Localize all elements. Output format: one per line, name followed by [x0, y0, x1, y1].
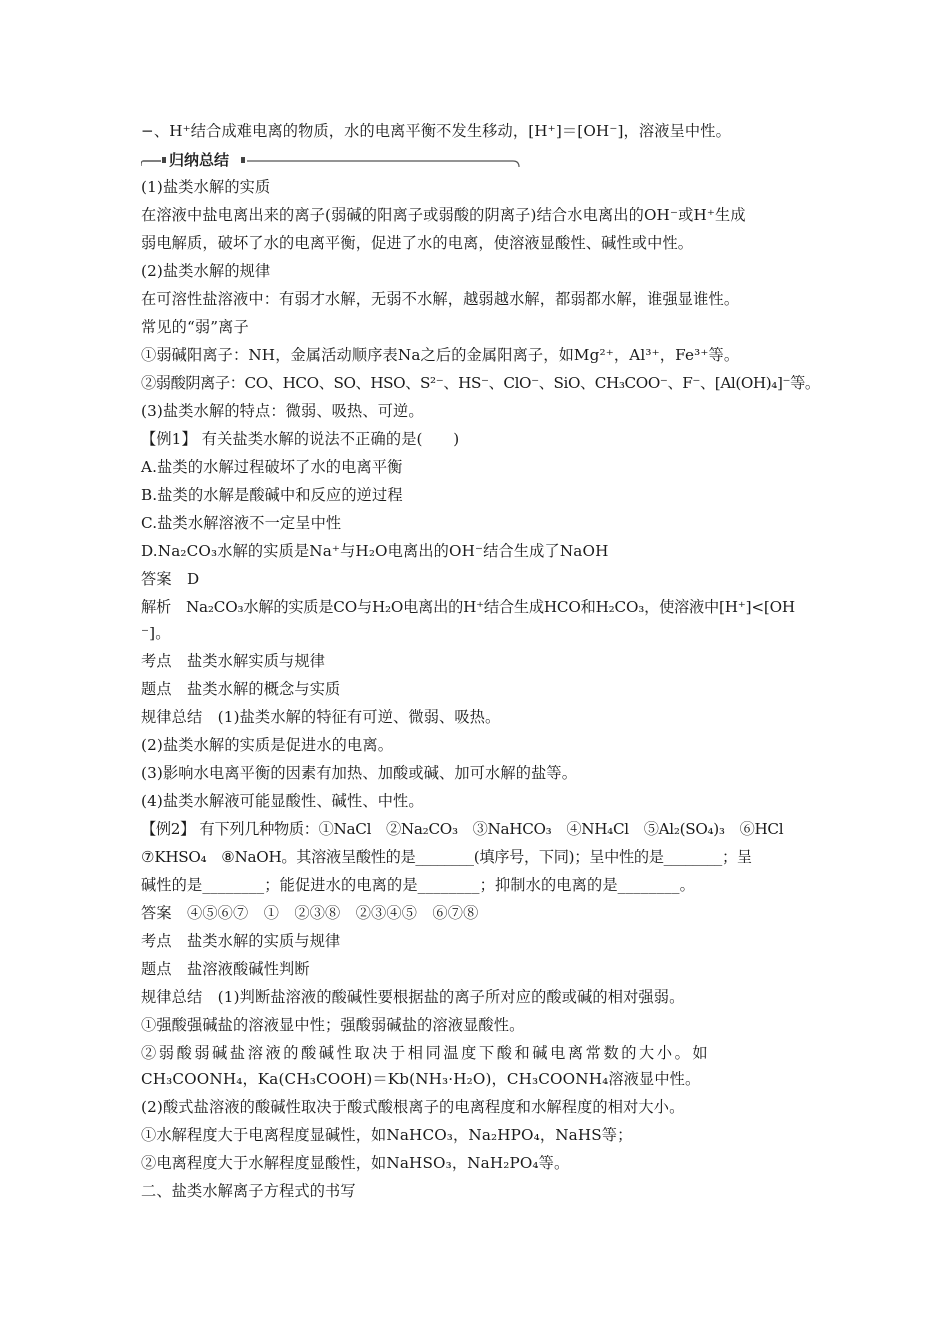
subtopic-line: 题点 盐类水解的概念与实质: [141, 680, 341, 698]
option-a: A.盐类的水解过程破坏了水的电离平衡: [141, 458, 403, 476]
option-d: D.Na₂CO₃水解的实质是Na⁺与H₂O电离出的OH⁻结合生成了NaOH: [141, 542, 609, 560]
summary-line: (2)盐类水解的实质是促进水的电离。: [141, 736, 394, 754]
summary-line: (2)酸式盐溶液的酸碱性取决于酸式酸根离子的电离程度和水解程度的相对大小。: [141, 1098, 685, 1116]
text-line: (2)盐类水解的规律: [141, 262, 271, 280]
text-line: (1)盐类水解的实质: [141, 178, 271, 196]
summary-line: ②电离程度大于水解程度显酸性，如NaHSO₃，NaH₂PO₄等。: [141, 1154, 570, 1172]
text-line: 常见的“弱”离子: [141, 318, 249, 336]
text-line: 在可溶性盐溶液中：有弱才水解，无弱不水解，越弱越水解，都弱都水解，谁强显谁性。: [141, 290, 740, 308]
topic-line: 考点 盐类水解的实质与规律: [141, 932, 341, 950]
analysis-line: ⁻]。: [141, 624, 171, 642]
summary-line: CH₃COONH₄，Ka(CH₃COOH)＝Kb(NH₃·H₂O)，CH₃COONH₄溶液显中性。: [141, 1070, 701, 1088]
answer-line: 答案 D: [141, 570, 200, 588]
summary-line: (3)影响水电离平衡的因素有加热、加酸或碱、加可水解的盐等。: [141, 764, 578, 782]
answer-line: 答案 ④⑤⑥⑦ ① ②③⑧ ②③④⑤ ⑥⑦⑧: [141, 904, 479, 922]
summary-line: (4)盐类水解液可能显酸性、碱性、中性。: [141, 792, 424, 810]
topic-line: 考点 盐类水解实质与规律: [141, 652, 326, 670]
text-line: ②弱酸阴离子：CO、HCO、SO、HSO、S²⁻、HS⁻、ClO⁻、SiO、CH₃COO⁻、F⁻、[Al(OH)₄]⁻等。: [141, 374, 820, 392]
example-2-text: ⑦KHSO₄ ⑧NaOH。其溶液呈酸性的是________(填序号，下同)；呈中性的是________；呈: [141, 848, 752, 866]
text-line: ①弱碱阳离子：NH，金属活动顺序表Na之后的金属阳离子，如Mg²⁺，Al³⁺，Fe³⁺等。: [141, 346, 740, 364]
analysis-line: 解析 Na₂CO₃水解的实质是CO与H₂O电离出的H⁺结合生成HCO和H₂CO₃，使溶液中[H⁺]<[OH: [141, 598, 795, 616]
summary-line: 规律总结 (1)盐类水解的特征有可逆、微弱、吸热。: [141, 708, 501, 726]
option-b: B.盐类的水解是酸碱中和反应的逆过程: [141, 486, 403, 504]
text-line: −、H⁺结合成难电离的物质，水的电离平衡不发生移动，[H⁺]＝[OH⁻]，溶液呈中性。: [141, 122, 731, 140]
summary-line: 规律总结 (1)判断盐溶液的酸碱性要根据盐的离子所对应的酸或碱的相对强弱。: [141, 988, 685, 1006]
example-2-text: 碱性的是________；能促进水的电离的是________；抑制水的电离的是________。: [141, 876, 695, 894]
example-1-heading: 【例1】 有关盐类水解的说法不正确的是( ): [141, 430, 460, 448]
section-heading: 二、盐类水解离子方程式的书写: [141, 1182, 356, 1200]
text-line: 在溶液中盐电离出来的离子(弱碱的阳离子或弱酸的阴离子)结合水电离出的OH⁻或H⁺生成: [141, 206, 746, 224]
text-line: (3)盐类水解的特点：微弱、吸热、可逆。: [141, 402, 424, 420]
option-c: C.盐类水解溶液不一定呈中性: [141, 514, 342, 532]
summary-line: ①水解程度大于电离程度显碱性，如NaHCO₃，Na₂HPO₄，NaHS等；: [141, 1126, 633, 1144]
summary-line: ①强酸强碱盐的溶液显中性；强酸弱碱盐的溶液显酸性。: [141, 1016, 525, 1034]
banner-title: 归纳总结: [169, 151, 230, 169]
summary-banner: [141, 150, 521, 170]
text-line: 弱电解质，破坏了水的电离平衡，促进了水的电离，使溶液显酸性、碱性或中性。: [141, 234, 694, 252]
example-2-heading: 【例2】 有下列几种物质：①NaCl ②Na₂CO₃ ③NaHCO₃ ④NH₄Cl ⑤Al₂(SO₄)₃ ⑥HCl: [141, 820, 784, 838]
subtopic-line: 题点 盐溶液酸碱性判断: [141, 960, 310, 978]
summary-line: ②弱酸弱碱盐溶液的酸碱性取决于相同温度下酸和碱电离常数的大小。如: [141, 1044, 711, 1062]
